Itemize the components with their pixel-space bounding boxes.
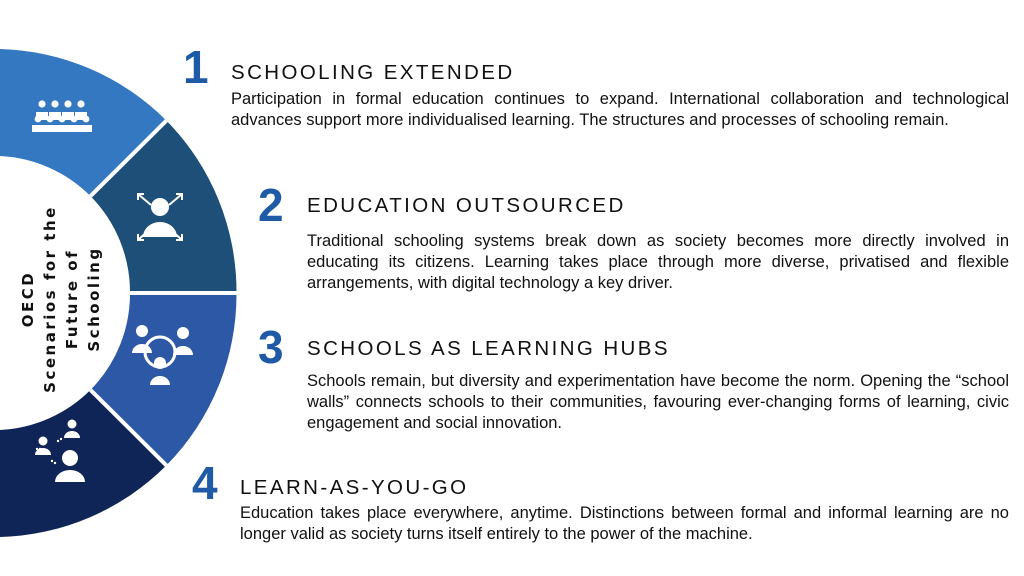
scenario-description: Traditional schooling systems break down as society becomes more directly involved in educating its citizens. Learning takes place through more diverse, privatised and flexible arrangements, with digital technology a key driver. (307, 232, 1009, 292)
scenario-title: EDUCATION OUTSOURCED (307, 194, 626, 217)
scenario-number: 3 (258, 321, 284, 373)
scenario-number: 1 (183, 41, 209, 93)
center-title-line: Schooling (85, 246, 103, 352)
scenario-description: Schools remain, but diversity and experimentation have become the norm. Opening the “school walls” connects schools to their communities, favouring ever-changing forms of learning, civic engagement and social innovation. (307, 372, 1009, 432)
center-title-line: OECD (19, 270, 37, 328)
scenario-number: 2 (258, 179, 284, 231)
scenario-title: LEARN-AS-YOU-GO (240, 476, 469, 499)
scenario-description: Participation in formal education continues to expand. International collaboration and technological advances support more individualised learning. The structures and processes of schooling remain. (231, 90, 1009, 129)
scenario-number: 4 (192, 457, 218, 509)
scenario-title: SCHOOLS AS LEARNING HUBS (307, 337, 670, 360)
scenario-title: SCHOOLING EXTENDED (231, 61, 515, 84)
diagram-center-title (17, 179, 103, 419)
center-title-line: Scenarios for the (41, 205, 59, 393)
scenario-description: Education takes place everywhere, anytime. Distinctions between formal and informal learning are no longer valid as society turns itself entirely to the power of the machine. (240, 504, 1009, 543)
center-title-line: Future of (63, 248, 81, 350)
